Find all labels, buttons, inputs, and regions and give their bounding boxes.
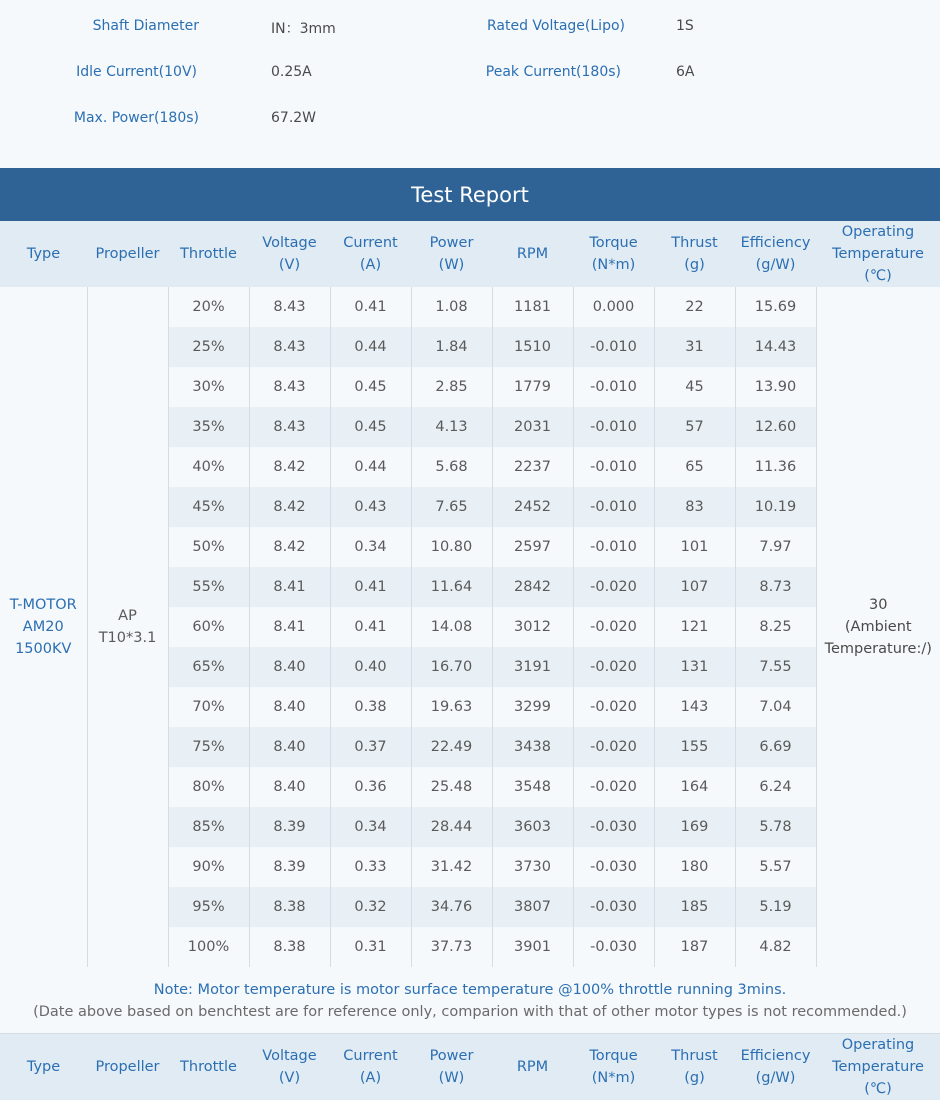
header-torque: Torque (N*m): [573, 1034, 654, 1100]
header-power: Power (W): [411, 221, 492, 287]
torque-cell: -0.010: [573, 407, 654, 447]
efficiency-cell: 5.78: [735, 807, 816, 847]
rpm-cell: 2597: [492, 527, 573, 567]
header-operating-temperature: Operating Temperature (℃): [816, 1034, 940, 1100]
thrust-cell: 22: [654, 287, 735, 327]
thrust-cell: 31: [654, 327, 735, 367]
current-cell: 0.34: [330, 807, 411, 847]
voltage-cell: 8.42: [249, 447, 330, 487]
power-cell: 1.08: [411, 287, 492, 327]
note-disclaimer: (Date above based on benchtest are for reference only, comparion with that of other motor types is not recommended.): [33, 1004, 907, 1020]
spec-label-max-power: Max. Power(180s): [73, 110, 199, 126]
spec-value-peak-current: 6A: [676, 64, 695, 80]
power-cell: 1.84: [411, 327, 492, 367]
current-cell: 0.44: [330, 447, 411, 487]
efficiency-cell: 8.73: [735, 567, 816, 607]
header-throttle: Throttle: [168, 221, 249, 287]
throttle-cell: 70%: [168, 687, 249, 727]
torque-cell: -0.020: [573, 607, 654, 647]
efficiency-cell: 5.57: [735, 847, 816, 887]
header-propeller: Propeller: [87, 221, 168, 287]
spec-value-idle-current: 0.25A: [271, 64, 312, 80]
header-propeller: Propeller: [87, 1034, 168, 1100]
torque-cell: -0.020: [573, 687, 654, 727]
rpm-cell: 2452: [492, 487, 573, 527]
voltage-cell: 8.38: [249, 927, 330, 967]
voltage-cell: 8.43: [249, 327, 330, 367]
voltage-cell: 8.43: [249, 407, 330, 447]
current-cell: 0.44: [330, 327, 411, 367]
thrust-cell: 155: [654, 727, 735, 767]
efficiency-cell: 5.19: [735, 887, 816, 927]
throttle-cell: 25%: [168, 327, 249, 367]
power-cell: 11.64: [411, 567, 492, 607]
current-cell: 0.41: [330, 607, 411, 647]
current-cell: 0.36: [330, 767, 411, 807]
rpm-cell: 1779: [492, 367, 573, 407]
current-cell: 0.38: [330, 687, 411, 727]
power-cell: 25.48: [411, 767, 492, 807]
power-cell: 10.80: [411, 527, 492, 567]
rpm-cell: 1510: [492, 327, 573, 367]
spec-label-peak-current: Peak Current(180s): [485, 64, 621, 80]
second-table-header: [0, 1034, 940, 1100]
throttle-cell: 100%: [168, 927, 249, 967]
throttle-cell: 35%: [168, 407, 249, 447]
thrust-cell: 169: [654, 807, 735, 847]
table-header: [0, 221, 940, 287]
header-rpm: RPM: [492, 1034, 573, 1100]
torque-cell: -0.010: [573, 447, 654, 487]
rpm-cell: 3012: [492, 607, 573, 647]
current-cell: 0.32: [330, 887, 411, 927]
torque-cell: -0.010: [573, 487, 654, 527]
throttle-cell: 20%: [168, 287, 249, 327]
throttle-cell: 90%: [168, 847, 249, 887]
header-type: Type: [0, 1034, 87, 1100]
voltage-cell: 8.42: [249, 487, 330, 527]
throttle-cell: 80%: [168, 767, 249, 807]
torque-cell: -0.030: [573, 807, 654, 847]
efficiency-cell: 14.43: [735, 327, 816, 367]
header-efficiency: Efficiency (g/W): [735, 221, 816, 287]
voltage-cell: 8.40: [249, 647, 330, 687]
voltage-cell: 8.41: [249, 567, 330, 607]
thrust-cell: 45: [654, 367, 735, 407]
current-cell: 0.37: [330, 727, 411, 767]
header-torque: Torque (N*m): [573, 221, 654, 287]
efficiency-cell: 6.24: [735, 767, 816, 807]
current-cell: 0.34: [330, 527, 411, 567]
power-cell: 34.76: [411, 887, 492, 927]
torque-cell: -0.020: [573, 647, 654, 687]
thrust-cell: 121: [654, 607, 735, 647]
torque-cell: -0.020: [573, 727, 654, 767]
current-cell: 0.31: [330, 927, 411, 967]
note-temperature: Note: Motor temperature is motor surface temperature @100% throttle running 3mins.: [153, 982, 787, 998]
throttle-cell: 40%: [168, 447, 249, 487]
power-cell: 14.08: [411, 607, 492, 647]
spec-value-max-power: 67.2W: [271, 110, 317, 126]
torque-cell: -0.030: [573, 927, 654, 967]
torque-cell: -0.010: [573, 327, 654, 367]
throttle-cell: 30%: [168, 367, 249, 407]
spec-label-idle-current: Idle Current(10V): [76, 64, 197, 80]
voltage-cell: 8.40: [249, 767, 330, 807]
throttle-cell: 65%: [168, 647, 249, 687]
voltage-cell: 8.41: [249, 607, 330, 647]
voltage-cell: 8.39: [249, 807, 330, 847]
test-report-table: [0, 221, 940, 967]
current-cell: 0.45: [330, 367, 411, 407]
rpm-cell: 3603: [492, 807, 573, 847]
power-cell: 2.85: [411, 367, 492, 407]
voltage-cell: 8.40: [249, 687, 330, 727]
current-cell: 0.41: [330, 287, 411, 327]
throttle-cell: 55%: [168, 567, 249, 607]
voltage-cell: 8.38: [249, 887, 330, 927]
efficiency-cell: 15.69: [735, 287, 816, 327]
thrust-cell: 83: [654, 487, 735, 527]
voltage-cell: 8.43: [249, 367, 330, 407]
test-report-title: Test Report: [411, 182, 529, 207]
efficiency-cell: 10.19: [735, 487, 816, 527]
header-current: Current (A): [330, 221, 411, 287]
header-voltage: Voltage (V): [249, 1034, 330, 1100]
efficiency-cell: 8.25: [735, 607, 816, 647]
rpm-cell: 3901: [492, 927, 573, 967]
torque-cell: 0.000: [573, 287, 654, 327]
table-row: [0, 287, 940, 327]
efficiency-cell: 7.04: [735, 687, 816, 727]
efficiency-cell: 4.82: [735, 927, 816, 967]
thrust-cell: 143: [654, 687, 735, 727]
rpm-cell: 1181: [492, 287, 573, 327]
voltage-cell: 8.39: [249, 847, 330, 887]
throttle-cell: 45%: [168, 487, 249, 527]
header-current: Current (A): [330, 1034, 411, 1100]
header-operating-temperature: Operating Temperature (℃): [816, 221, 940, 287]
thrust-cell: 57: [654, 407, 735, 447]
voltage-cell: 8.40: [249, 727, 330, 767]
voltage-cell: 8.42: [249, 527, 330, 567]
rpm-cell: 3548: [492, 767, 573, 807]
header-thrust: Thrust (g): [654, 1034, 735, 1100]
rpm-cell: 3191: [492, 647, 573, 687]
test-report-banner: [0, 168, 940, 221]
table-body: [0, 287, 940, 967]
thrust-cell: 101: [654, 527, 735, 567]
header-rpm: RPM: [492, 221, 573, 287]
throttle-cell: 95%: [168, 887, 249, 927]
second-test-report-table: [0, 1034, 940, 1100]
torque-cell: -0.020: [573, 767, 654, 807]
current-cell: 0.43: [330, 487, 411, 527]
voltage-cell: 8.43: [249, 287, 330, 327]
rpm-cell: 2842: [492, 567, 573, 607]
current-cell: 0.45: [330, 407, 411, 447]
torque-cell: -0.030: [573, 847, 654, 887]
efficiency-cell: 6.69: [735, 727, 816, 767]
rpm-cell: 3730: [492, 847, 573, 887]
throttle-cell: 85%: [168, 807, 249, 847]
efficiency-cell: 12.60: [735, 407, 816, 447]
efficiency-cell: 13.90: [735, 367, 816, 407]
power-cell: 16.70: [411, 647, 492, 687]
propeller-cell: AP T10*3.1: [87, 287, 168, 967]
torque-cell: -0.010: [573, 527, 654, 567]
header-throttle: Throttle: [168, 1034, 249, 1100]
power-cell: 7.65: [411, 487, 492, 527]
header-type: Type: [0, 221, 87, 287]
rpm-cell: 2237: [492, 447, 573, 487]
header-efficiency: Efficiency (g/W): [735, 1034, 816, 1100]
current-cell: 0.40: [330, 647, 411, 687]
thrust-cell: 65: [654, 447, 735, 487]
power-cell: 31.42: [411, 847, 492, 887]
power-cell: 22.49: [411, 727, 492, 767]
thrust-cell: 107: [654, 567, 735, 607]
efficiency-cell: 11.36: [735, 447, 816, 487]
thrust-cell: 187: [654, 927, 735, 967]
spec-value-rated-voltage: 1S: [676, 18, 694, 34]
thrust-cell: 185: [654, 887, 735, 927]
current-cell: 0.33: [330, 847, 411, 887]
rpm-cell: 3299: [492, 687, 573, 727]
header-voltage: Voltage (V): [249, 221, 330, 287]
spec-label-rated-voltage: Rated Voltage(Lipo): [486, 18, 625, 34]
torque-cell: -0.030: [573, 887, 654, 927]
efficiency-cell: 7.55: [735, 647, 816, 687]
header-thrust: Thrust (g): [654, 221, 735, 287]
power-cell: 37.73: [411, 927, 492, 967]
throttle-cell: 75%: [168, 727, 249, 767]
thrust-cell: 131: [654, 647, 735, 687]
torque-cell: -0.020: [573, 567, 654, 607]
note-section: [0, 967, 940, 1034]
current-cell: 0.41: [330, 567, 411, 607]
torque-cell: -0.010: [573, 367, 654, 407]
power-cell: 5.68: [411, 447, 492, 487]
rpm-cell: 3807: [492, 887, 573, 927]
power-cell: 19.63: [411, 687, 492, 727]
header-power: Power (W): [411, 1034, 492, 1100]
type-cell: T-MOTOR AM20 1500KV: [0, 287, 87, 967]
spec-section: [0, 0, 940, 168]
power-cell: 28.44: [411, 807, 492, 847]
spec-label-shaft-diameter: Shaft Diameter: [92, 18, 199, 34]
throttle-cell: 50%: [168, 527, 249, 567]
second-table-header-wrapper: [0, 1034, 940, 1097]
efficiency-cell: 7.97: [735, 527, 816, 567]
thrust-cell: 164: [654, 767, 735, 807]
rpm-cell: 3438: [492, 727, 573, 767]
rpm-cell: 2031: [492, 407, 573, 447]
spec-value-shaft-diameter: IN：3mm: [271, 21, 336, 37]
throttle-cell: 60%: [168, 607, 249, 647]
operating-temperature-cell: 30 (Ambient Temperature:/): [816, 287, 940, 967]
thrust-cell: 180: [654, 847, 735, 887]
power-cell: 4.13: [411, 407, 492, 447]
